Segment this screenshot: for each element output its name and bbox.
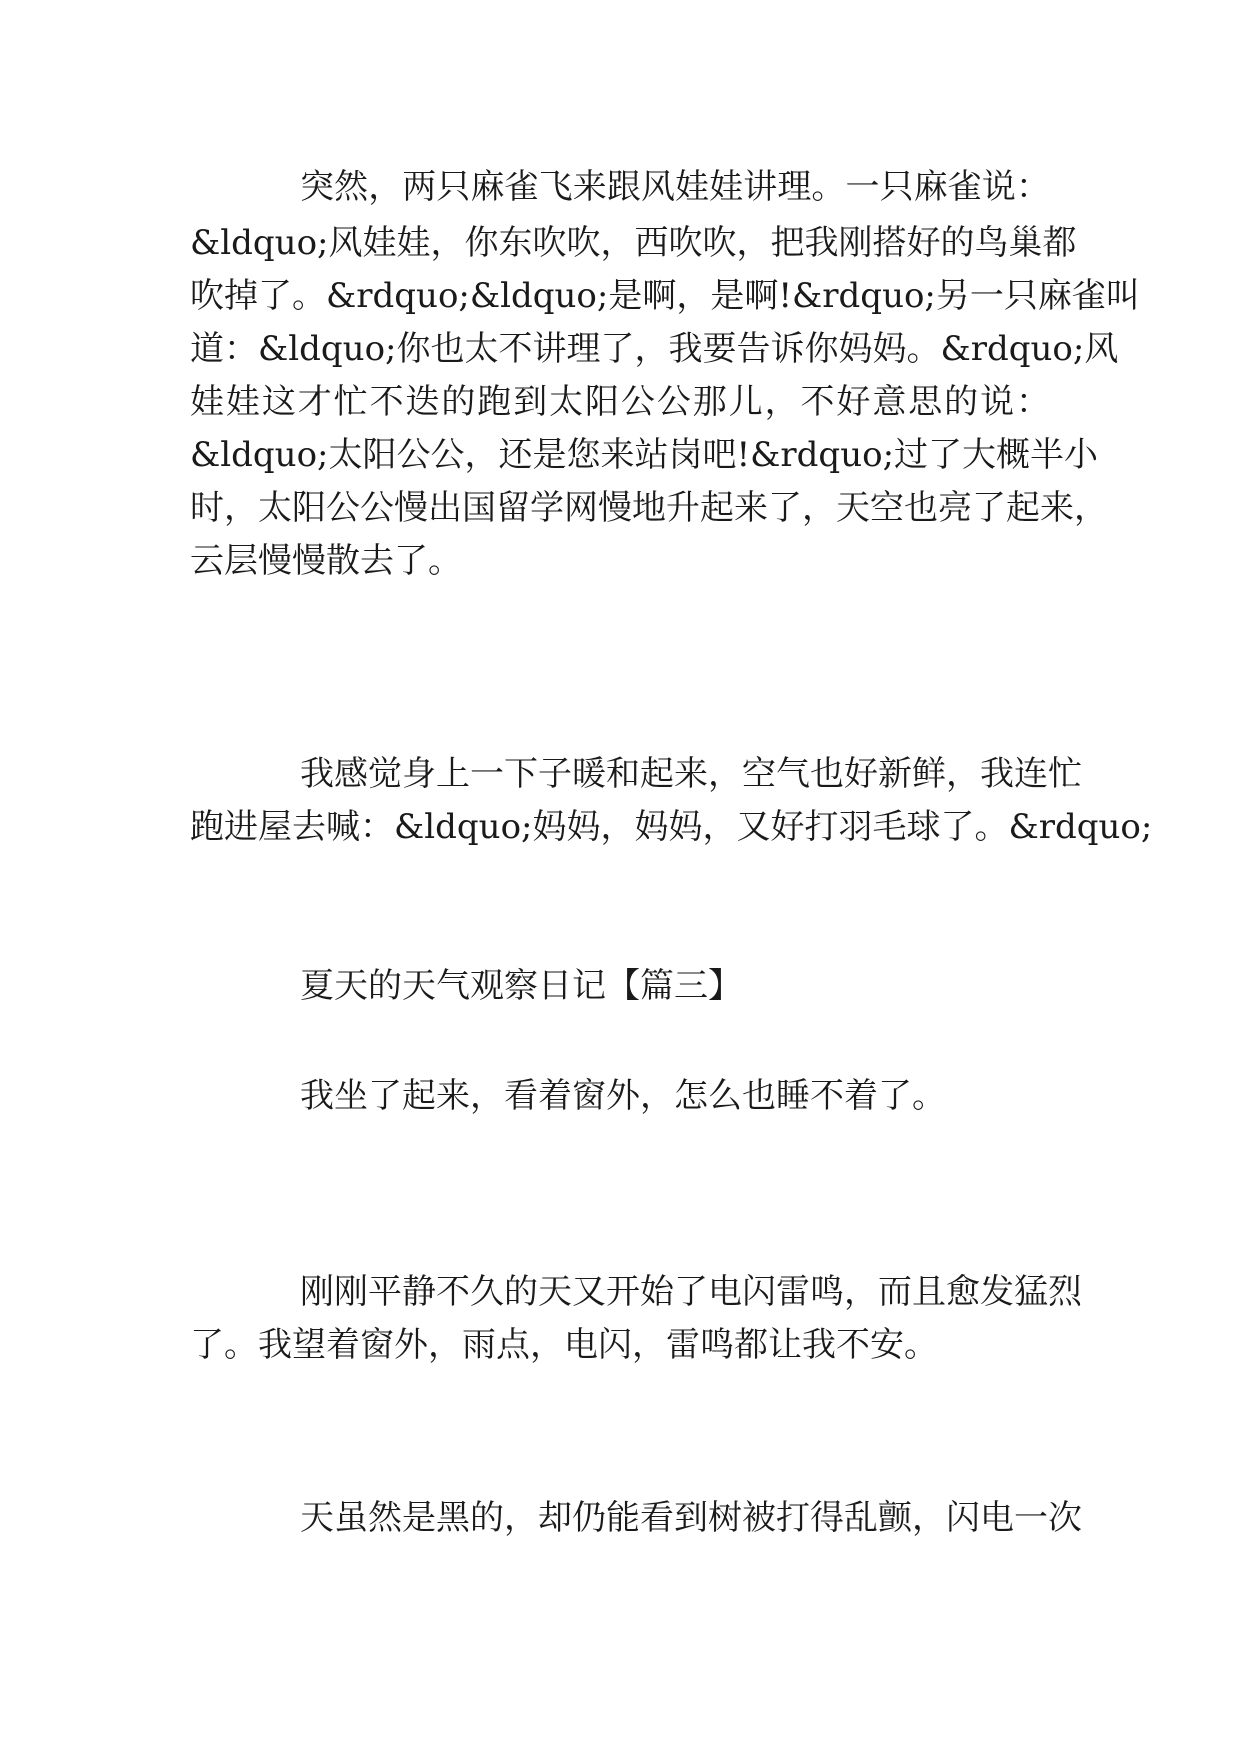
section-heading: 夏天的天气观察日记【篇三】 (300, 966, 742, 1006)
paragraph-3-line-1: 我坐了起来，看着窗外，怎么也睡不着了。 (300, 1076, 946, 1116)
paragraph-1-line-6: &ldquo;太阳公公，还是您来站岗吧!&rdquo;过了大概半小 (190, 435, 1099, 475)
paragraph-1-line-7: 时，太阳公公慢出国留学网慢地升起来了，天空也亮了起来， (190, 488, 1108, 528)
paragraph-1-line-1: 突然，两只麻雀飞来跟风娃娃讲理。一只麻雀说： (300, 167, 1050, 207)
paragraph-5-line-1: 天虽然是黑的，却仍能看到树被打得乱颤，闪电一次 (300, 1498, 1082, 1538)
paragraph-4-line-2: 了。我望着窗外，雨点，电闪，雷鸣都让我不安。 (190, 1325, 938, 1365)
paragraph-1-line-2: &ldquo;风娃娃，你东吹吹，西吹吹，把我刚搭好的鸟巢都 (190, 223, 1077, 263)
paragraph-1-line-4: 道：&ldquo;你也太不讲理了，我要告诉你妈妈。&rdquo;风 (190, 329, 1119, 369)
paragraph-1-line-8: 云层慢慢散去了。 (190, 541, 462, 581)
paragraph-2-line-1: 我感觉身上一下子暖和起来，空气也好新鲜，我连忙 (300, 754, 1082, 794)
paragraph-2-line-2: 跑进屋去喊：&ldquo;妈妈，妈妈，又好打羽毛球了。&rdquo; (190, 807, 1153, 847)
paragraph-4-line-1: 刚刚平静不久的天又开始了电闪雷鸣，而且愈发猛烈 (300, 1272, 1082, 1312)
paragraph-1-line-5: 娃娃这才忙不迭的跑到太阳公公那儿，不好意思的说： (190, 382, 1050, 422)
paragraph-1-line-3: 吹掉了。&rdquo;&ldquo;是啊，是啊!&rdquo;另一只麻雀叫 (190, 276, 1140, 316)
